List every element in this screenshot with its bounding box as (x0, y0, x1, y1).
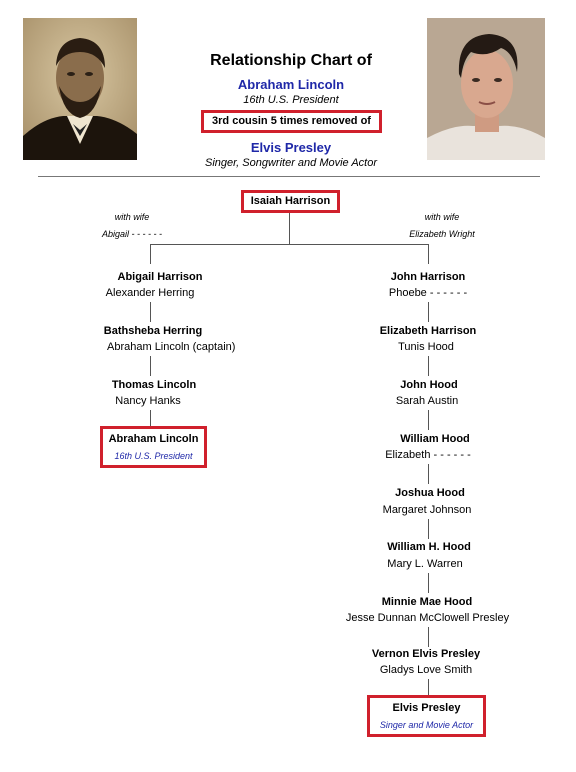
left-connector-1 (150, 302, 151, 322)
left-gen1-spouse: Alexander Herring (105, 287, 195, 299)
chart-title: Relationship Chart of (210, 52, 372, 69)
right-connector-5 (428, 519, 429, 539)
right-gen2-spouse: Tunis Hood (398, 341, 454, 353)
right-gen7-spouse: Jesse Dunnan McClowell Presley (345, 612, 510, 624)
right-gen4-name: William Hood (400, 433, 470, 445)
person1-name: Abraham Lincoln (237, 77, 345, 92)
right-gen3-spouse: Sarah Austin (395, 395, 459, 407)
right-gen5-name: Joshua Hood (395, 487, 465, 499)
left-wife-label: with wife (114, 212, 150, 222)
right-wife-label: with wife (424, 212, 460, 222)
header-divider (38, 176, 540, 177)
person1-description: 16th U.S. President (243, 94, 339, 106)
right-connector-2 (428, 356, 429, 376)
right-gen4-spouse: Elizabeth - - - - - - (385, 449, 471, 461)
left-gen2-spouse: Abraham Lincoln (captain) (107, 341, 236, 353)
right-gen3-name: John Hood (400, 379, 458, 391)
person2-description: Singer, Songwriter and Movie Actor (204, 157, 377, 169)
right-gen6-spouse: Mary L. Warren (387, 558, 463, 570)
branch-connector (150, 244, 428, 245)
abraham-lincoln-portrait (23, 18, 137, 160)
right-connector-1 (428, 302, 429, 322)
left-wife-name: Abigail - - - - - - (101, 229, 162, 239)
left-connector-2 (150, 356, 151, 376)
elvis-presley-portrait (427, 18, 545, 160)
right-connector-7 (428, 627, 429, 647)
left-branch-connector (150, 244, 151, 264)
left-gen3-name: Thomas Lincoln (111, 379, 197, 391)
right-gen7-name: Minnie Mae Hood (381, 596, 473, 608)
left-gen4-name: Abraham Lincoln (108, 433, 199, 445)
right-connector-4 (428, 464, 429, 484)
right-gen9-description: Singer and Movie Actor (379, 720, 474, 730)
right-gen1-spouse: Phoebe - - - - - - (388, 287, 468, 299)
right-gen8-name: Vernon Elvis Presley (371, 648, 481, 660)
right-gen5-spouse: Margaret Johnson (382, 504, 472, 516)
right-connector-3 (428, 410, 429, 430)
root-connector (289, 213, 290, 244)
right-gen2-name: Elizabeth Harrison (379, 325, 477, 337)
left-connector-3 (150, 410, 151, 426)
left-gen4-description: 16th U.S. President (114, 451, 193, 461)
right-gen9-name: Elvis Presley (392, 702, 461, 714)
left-gen2-name: Bathsheba Herring (103, 325, 203, 337)
person2-name: Elvis Presley (250, 140, 332, 155)
left-gen3-spouse: Nancy Hanks (115, 395, 181, 407)
right-wife-name: Elizabeth Wright (409, 229, 475, 239)
right-branch-connector (428, 244, 429, 264)
root-ancestor-name: Isaiah Harrison (250, 195, 331, 207)
relationship-label: 3rd cousin 5 times removed of (212, 115, 371, 127)
right-gen8-spouse: Gladys Love Smith (379, 664, 473, 676)
right-connector-8 (428, 679, 429, 695)
right-gen6-name: William H. Hood (387, 541, 471, 553)
right-gen1-name: John Harrison (390, 271, 466, 283)
left-gen1-name: Abigail Harrison (117, 271, 203, 283)
right-connector-6 (428, 573, 429, 593)
